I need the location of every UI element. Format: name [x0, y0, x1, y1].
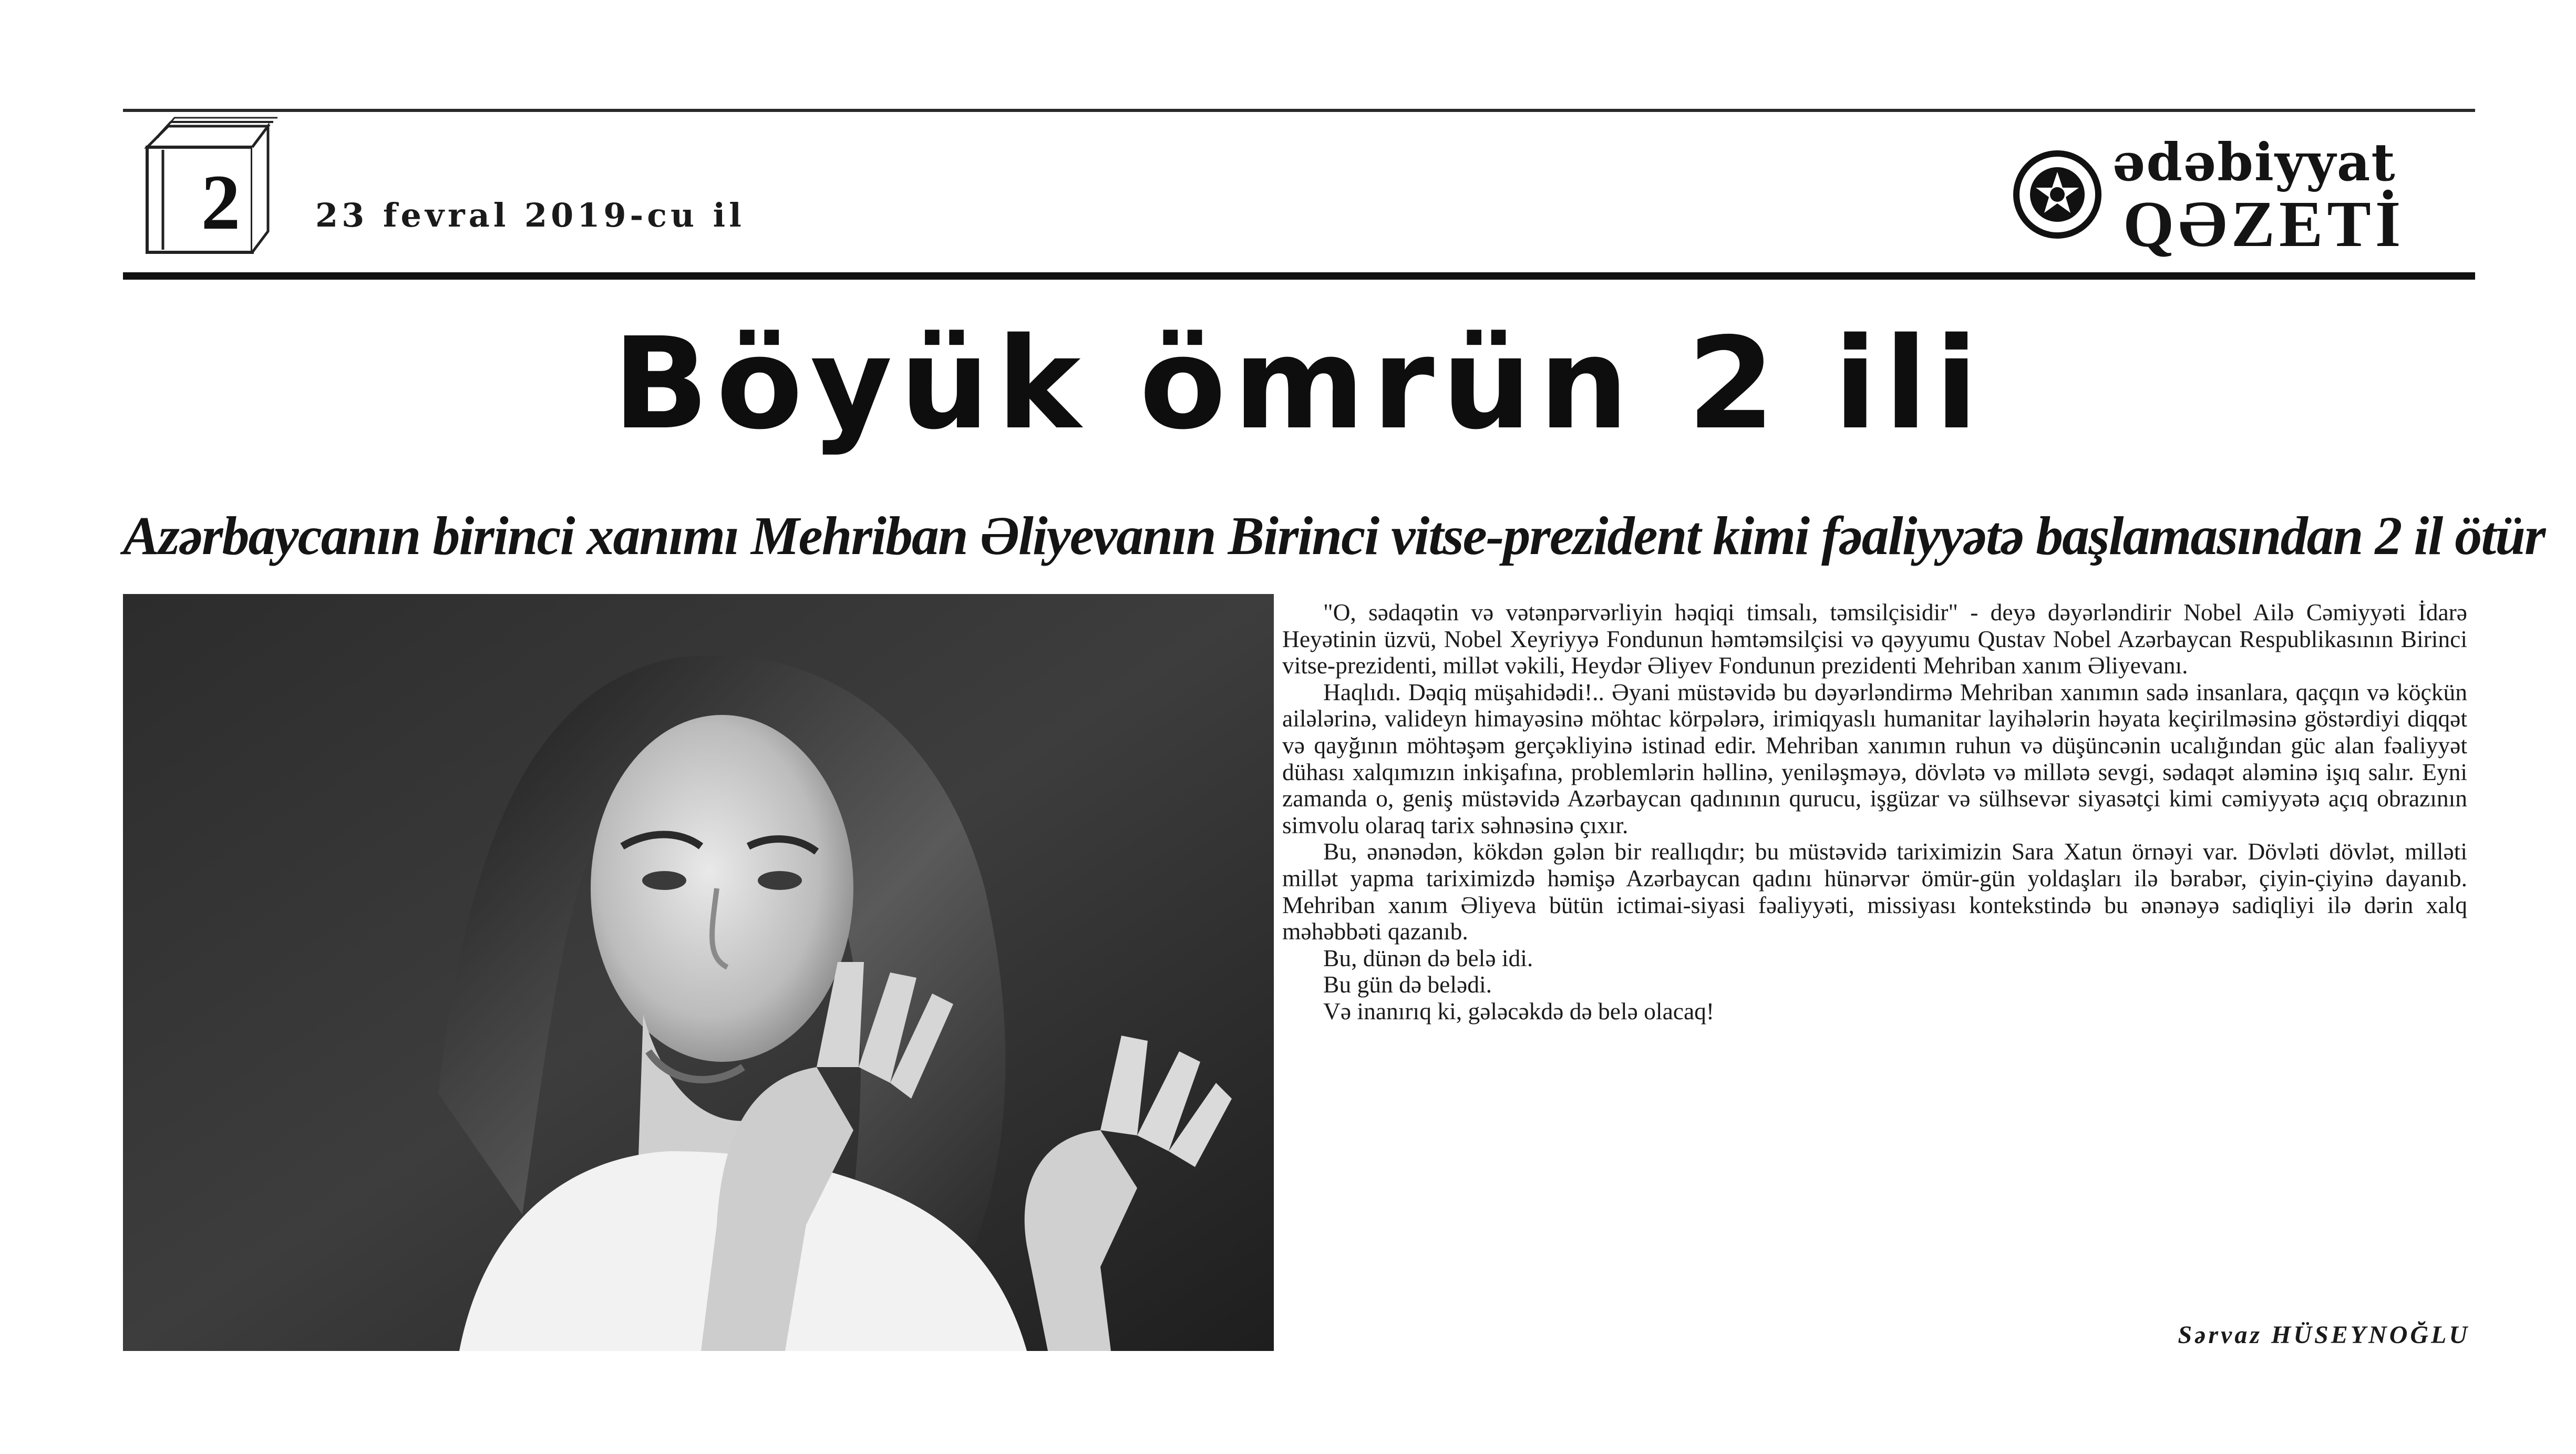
portrait-photo	[123, 594, 1274, 1351]
article-paragraph: "O, sədaqətin və vətənpərvərliyin həqiqi timsalı, təmsilçisidir" - deyə dəyərləndirir Nobel Ailə Cəmiyyəti İdarə Heyətinin üzvü, Nobel Xeyriyyə Fondunun həmtəmsilçisi və qəyyumu Qustav Nobel Azərbaycan Respublikasının Birinci vitse-prezidenti, millət vəkili, Heydər Əliyev Fondunun prezidenti Mehriban xanım Əliyevanı.	[1282, 599, 2467, 679]
issue-date: 23 fevral 2019-cu il	[315, 196, 745, 234]
article-paragraph: Bu, dünən də belə idi.	[1323, 944, 1533, 971]
header-top-rule	[123, 109, 2475, 112]
logo-title-line1: ədəbiyyat	[2113, 132, 2396, 193]
subheadline: Azərbaycanın birinci xanımı Mehriban Əliyevanın Birinci vitse-prezident kimi fəaliyyətə başlamasından 2 il ötür	[123, 506, 2545, 566]
page-number: 2	[201, 159, 241, 246]
article-paragraph: Bu gün də belədi.	[1323, 971, 1492, 998]
logo-title-line2: QƏZETİ	[2123, 188, 2405, 261]
star-emblem-icon	[2013, 150, 2102, 239]
article-paragraph: Bu, ənənədən, kökdən gələn bir reallıqdır; bu müstəvidə tariximizin Sara Xatun örnəyi var. Dövləti dövlət, milləti millət yapma tariximizdə həmişə Azərbaycan qadını hünərvər ömür-gün yoldaşları ilə bərabər, çiyin-çiyinə dayanıb. Mehriban xanım Əliyeva bütün ictimai-siyasi fəaliyyəti, missiyası kontekstində bu ənənəyə sadiqliyi ilə dərin xalq məhəbbəti qazanıb.	[1282, 838, 2467, 945]
newspaper-logo	[2013, 129, 2412, 263]
article-paragraph: Haqlıdı. Dəqiq müşahidədi!.. Əyani müstəvidə bu dəyərləndirmə Mehriban xanımın sadə insanlara, qaçqın və köçkün ailələrinə, valideyn himayəsinə möhtac körpələrə, irimiqyaslı humanitar layihələrin həyata keçirilməsinə göstərdiyi diqqət və qayğının möhtəşəm gerçəkliyinə istinad edir. Mehriban xanımın ruhun və düşüncənin ucalığından güc alan fəaliyyət dühası xalqımızın inkişafına, problemlərin həllinə, yeniləşməyə, dövlətə və millətə sevgi, sədaqət aləminə işıq salır. Eyni zamanda o, geniş müstəvidə Azərbaycan qadınının qurucu, işgüzar və sülhsevər siyasətçi kimi cəmiyyətə açıq obrazının simvolu olaraq tarix səhnəsinə çıxır.	[1282, 678, 2467, 838]
article-body	[1282, 599, 2467, 1298]
article-paragraph: Və inanırıq ki, gələcəkdə də belə olacaq!	[1323, 997, 1715, 1025]
header-rule	[123, 272, 2475, 280]
headline: Böyük ömrün 2 ili	[612, 310, 1986, 457]
author-signature: Sərvaz HÜSEYNOĞLU	[2178, 1321, 2470, 1349]
